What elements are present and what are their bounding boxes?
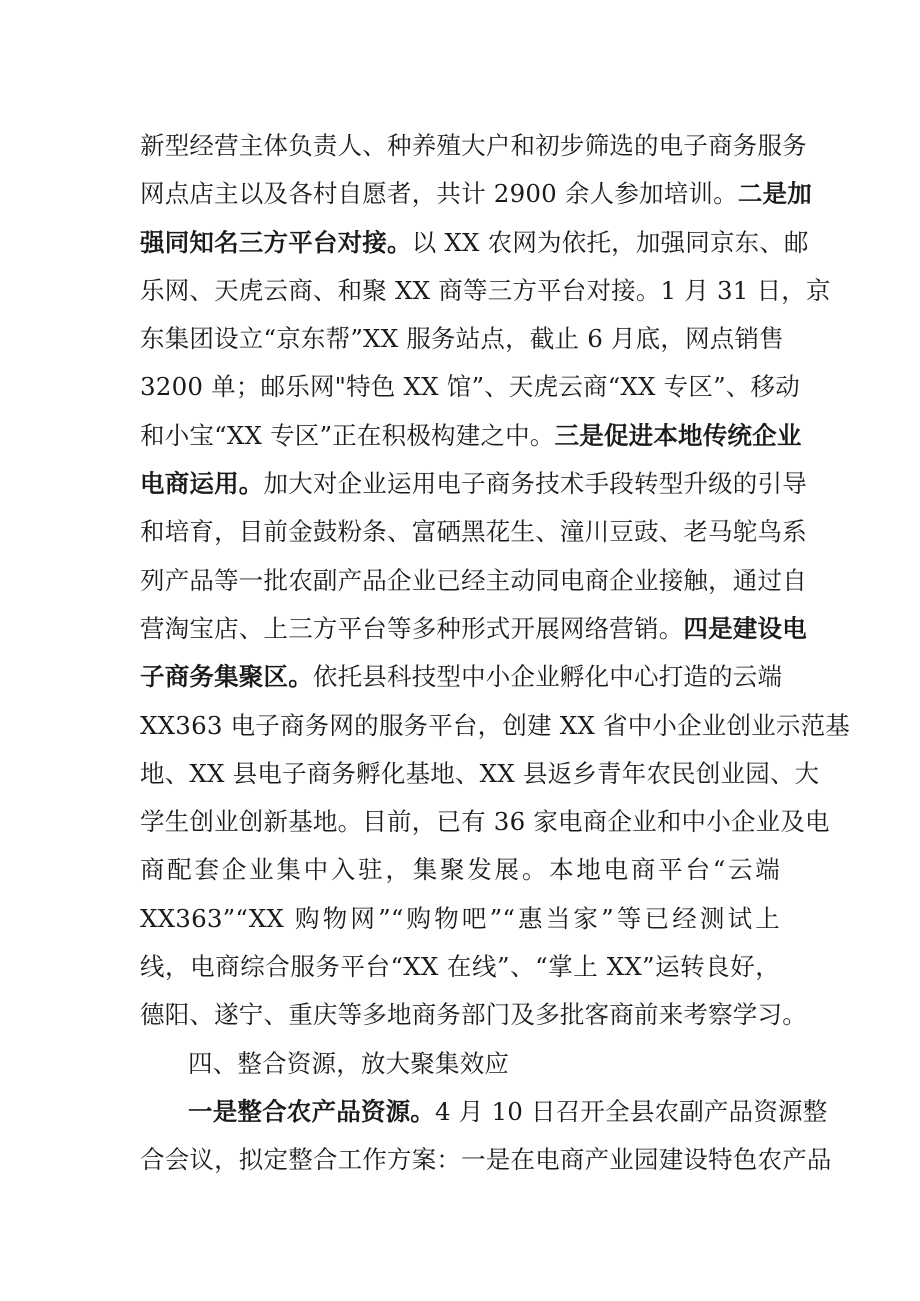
bold-lead-phrase: 二是加 xyxy=(737,179,812,209)
line-text: 以 XX 农网为依托，加强同京东、邮 xyxy=(411,227,809,257)
paragraph-line xyxy=(140,267,831,315)
paragraph-line xyxy=(140,895,780,943)
paragraph-line xyxy=(140,460,807,508)
paragraph-line xyxy=(140,219,809,267)
paragraph-line xyxy=(140,653,783,701)
paragraph-line xyxy=(140,991,807,1039)
document-body xyxy=(140,122,850,1185)
paragraph-line xyxy=(140,943,780,991)
bold-lead-phrase: 三是促进本地传统企业 xyxy=(554,420,802,450)
line-text: 商配套企业集中入驻，集聚发展。本地电商平台“云端 xyxy=(140,855,780,885)
section-heading-text: 四、整合资源，放大聚集效应 xyxy=(188,1048,510,1078)
paragraph-line xyxy=(140,412,802,460)
line-text: 合会议，拟定整合工作方案：一是在电商产业园建设特色农产品 xyxy=(140,1145,832,1175)
paragraph-line xyxy=(140,750,820,798)
line-text: 营淘宝店、上三方平台等多种形式开展网络营销。 xyxy=(140,613,684,643)
line-text: XX363 电子商务网的服务平台，创建 XX 省中小企业创业示范基 xyxy=(140,710,850,740)
paragraph-line xyxy=(140,363,800,411)
paragraph-line xyxy=(140,122,807,170)
line-text: 3200 单；邮乐网"特色 XX 馆”、天虎云商“XX 专区”、移动 xyxy=(140,372,800,402)
paragraph-line xyxy=(140,315,784,363)
line-text: 新型经营主体负责人、种养殖大户和初步筛选的电子商务服务 xyxy=(140,131,807,160)
bold-lead-phrase: 强同知名三方平台对接。 xyxy=(140,227,412,257)
line-text: 地、XX 县电子商务孵化基地、XX 县返乡青年农民创业园、大 xyxy=(140,758,820,788)
paragraph-line xyxy=(140,846,780,894)
line-text: 4 月 10 日召开全县农副产品资源整 xyxy=(435,1096,828,1126)
bold-lead-phrase: 一是整合农产品资源。 xyxy=(188,1096,435,1126)
line-text: XX363”“XX 购物网”“购物吧”“惠当家”等已经测试上 xyxy=(140,903,780,933)
paragraph-line xyxy=(140,1088,828,1136)
paragraph-line xyxy=(140,170,812,218)
bold-lead-phrase: 四是建设电 xyxy=(683,613,807,643)
paragraph-line xyxy=(140,1136,832,1184)
paragraph-line xyxy=(140,557,807,605)
section-heading xyxy=(140,1040,780,1088)
line-text: 列产品等一批农副产品企业已经主动同电商企业接触，通过自 xyxy=(140,565,807,595)
paragraph-line xyxy=(140,508,807,556)
line-text: 加大对企业运用电子商务技术手段转型升级的引导 xyxy=(263,469,807,499)
line-text: 依托县科技型中小企业孵化中心打造的云端 xyxy=(312,662,783,692)
paragraph-line xyxy=(140,702,850,750)
bold-lead-phrase: 子商务集聚区。 xyxy=(140,662,313,692)
paragraph-line xyxy=(140,605,807,653)
line-text: 网点店主以及各村自愿者，共计 2900 余人参加培训。 xyxy=(140,179,738,209)
line-text: 学生创业创新基地。目前，已有 36 家电商企业和中小企业及电 xyxy=(140,807,830,837)
line-text: 东集团设立“京东帮”XX 服务站点，截止 6 月底，网点销售 xyxy=(140,324,784,354)
line-text: 德阳、遂宁、重庆等多地商务部门及多批客商前来考察学习。 xyxy=(140,1000,807,1030)
line-text: 和培育，目前金鼓粉条、富硒黑花生、潼川豆豉、老马鸵鸟系 xyxy=(140,517,807,547)
paragraph-line xyxy=(140,798,830,846)
bold-lead-phrase: 电商运用。 xyxy=(140,469,264,499)
line-text: 线，电商综合服务平台“XX 在线”、“掌上 XX”运转良好， xyxy=(140,952,780,982)
line-text: 乐网、天虎云商、和聚 XX 商等三方平台对接。1 月 31 日，京 xyxy=(140,275,831,305)
line-text: 和小宝“XX 专区”正在积极构建之中。 xyxy=(140,420,555,450)
